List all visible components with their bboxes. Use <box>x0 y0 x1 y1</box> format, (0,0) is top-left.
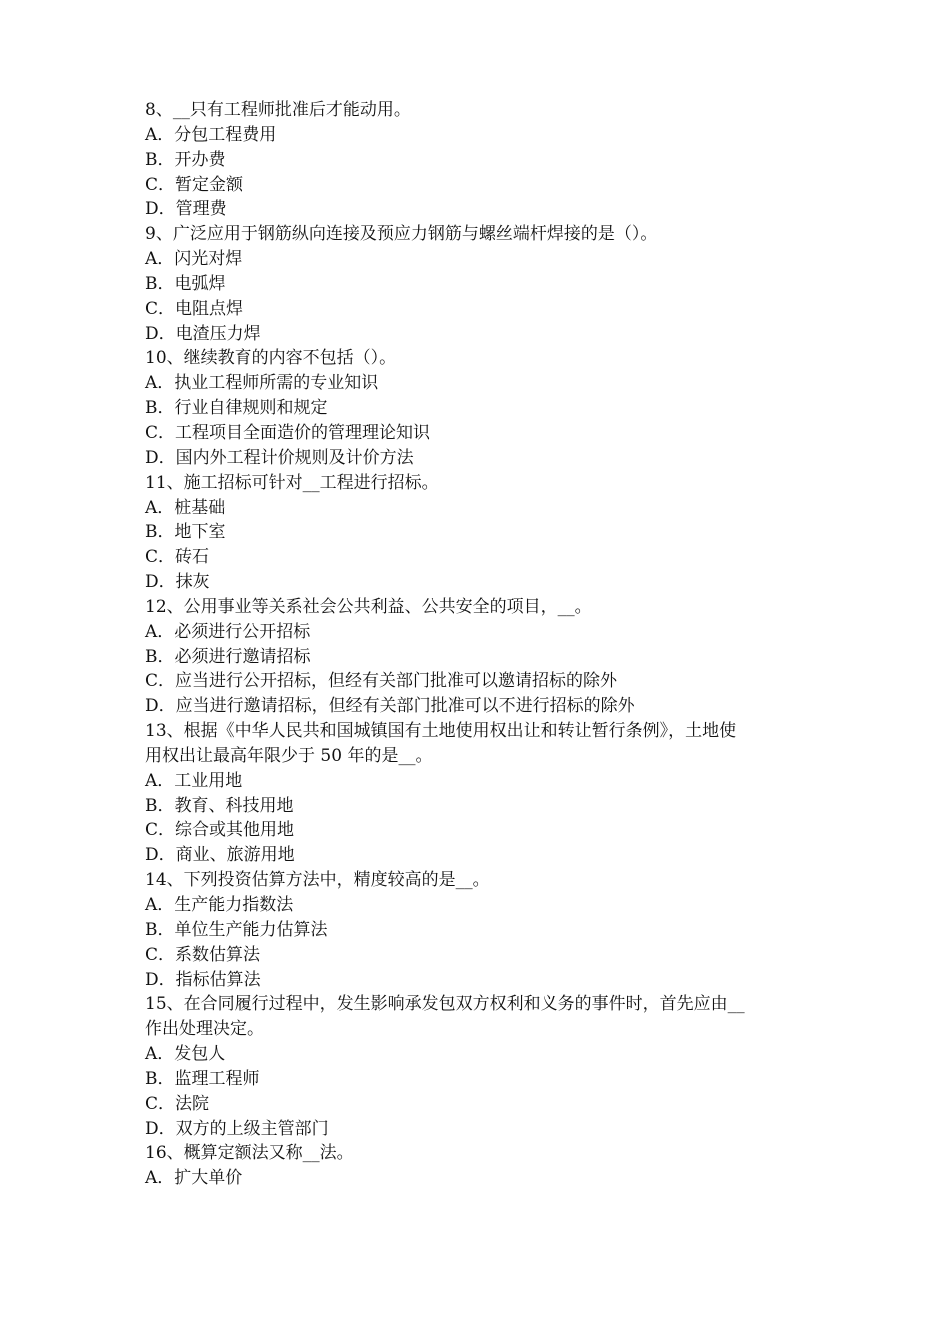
question-8-option-a: A．分包工程费用 <box>145 124 277 145</box>
question-14-option-b: B．单位生产能力估算法 <box>145 919 328 940</box>
question-10-option-b: B．行业自律规则和规定 <box>145 398 328 419</box>
question-9-option-d: D．电渣压力焊 <box>145 323 261 344</box>
question-12-option-b: B．必须进行邀请招标 <box>145 646 311 667</box>
question-15-text-line-1: 15、在合同履行过程中，发生影响承发包双方权利和义务的事件时，首先应由__ <box>145 994 745 1015</box>
question-13-option-c: C．综合或其他用地 <box>145 820 295 841</box>
question-10-text: 10、继续教育的内容不包括（）。 <box>145 348 397 369</box>
question-8-option-b: B．开办费 <box>145 149 226 170</box>
question-10-option-c: C．工程项目全面造价的管理理论知识 <box>145 422 431 443</box>
question-15-option-b: B．监理工程师 <box>145 1068 260 1089</box>
question-15-option-d: D．双方的上级主管部门 <box>145 1118 329 1139</box>
question-15-option-a: A．发包人 <box>145 1044 226 1065</box>
question-12-option-d: D．应当进行邀请招标，但经有关部门批准可以不进行招标的除外 <box>145 696 635 717</box>
question-8-option-c: C．暂定金额 <box>145 174 244 195</box>
question-9-text: 9、广泛应用于钢筋纵向连接及预应力钢筋与螺丝端杆焊接的是（）。 <box>145 224 658 245</box>
question-9-option-c: C．电阻点焊 <box>145 298 244 319</box>
question-8-text: 8、__只有工程师批准后才能动用。 <box>145 100 411 120</box>
question-11-option-c: C．砖石 <box>145 547 210 568</box>
question-15-text-line-2: 作出处理决定。 <box>145 1019 264 1040</box>
question-13-option-d: D．商业、旅游用地 <box>145 845 295 866</box>
question-12-text: 12、公用事业等关系社会公共利益、公共安全的项目，__。 <box>145 596 592 617</box>
question-12-option-a: A．必须进行公开招标 <box>145 621 311 642</box>
question-11-option-a: A．桩基础 <box>145 497 226 518</box>
question-13-option-a: A．工业用地 <box>145 770 243 791</box>
question-14-text: 14、下列投资估算方法中，精度较高的是__。 <box>145 870 490 891</box>
question-9-option-a: A．闪光对焊 <box>145 249 243 270</box>
question-13-text-line-1: 13、根据《中华人民共和国城镇国有土地使用权出让和转让暂行条例》，土地使 <box>145 721 737 742</box>
question-10-option-d: D．国内外工程计价规则及计价方法 <box>145 447 414 468</box>
question-13-text-line-2: 用权出让最高年限少于 50 年的是__。 <box>145 745 433 766</box>
question-16-option-a: A．扩大单价 <box>145 1168 243 1189</box>
question-10-option-a: A．执业工程师所需的专业知识 <box>145 373 379 394</box>
question-12-option-c: C．应当进行公开招标，但经有关部门批准可以邀请招标的除外 <box>145 671 618 692</box>
question-9-option-b: B．电弧焊 <box>145 273 226 294</box>
question-11-option-b: B．地下室 <box>145 522 226 543</box>
question-14-option-d: D．指标估算法 <box>145 969 261 990</box>
question-14-option-a: A．生产能力指数法 <box>145 895 294 915</box>
document-page <box>145 98 815 1191</box>
question-14-option-c: C．系数估算法 <box>145 944 261 965</box>
question-15-option-c: C．法院 <box>145 1093 210 1114</box>
question-13-option-b: B．教育、科技用地 <box>145 795 294 816</box>
question-11-option-d: D．抹灰 <box>145 572 210 593</box>
question-16-text: 16、概算定额法又称__法。 <box>145 1143 354 1164</box>
question-11-text: 11、施工招标可针对__工程进行招标。 <box>145 472 439 493</box>
question-8-option-d: D．管理费 <box>145 199 227 220</box>
